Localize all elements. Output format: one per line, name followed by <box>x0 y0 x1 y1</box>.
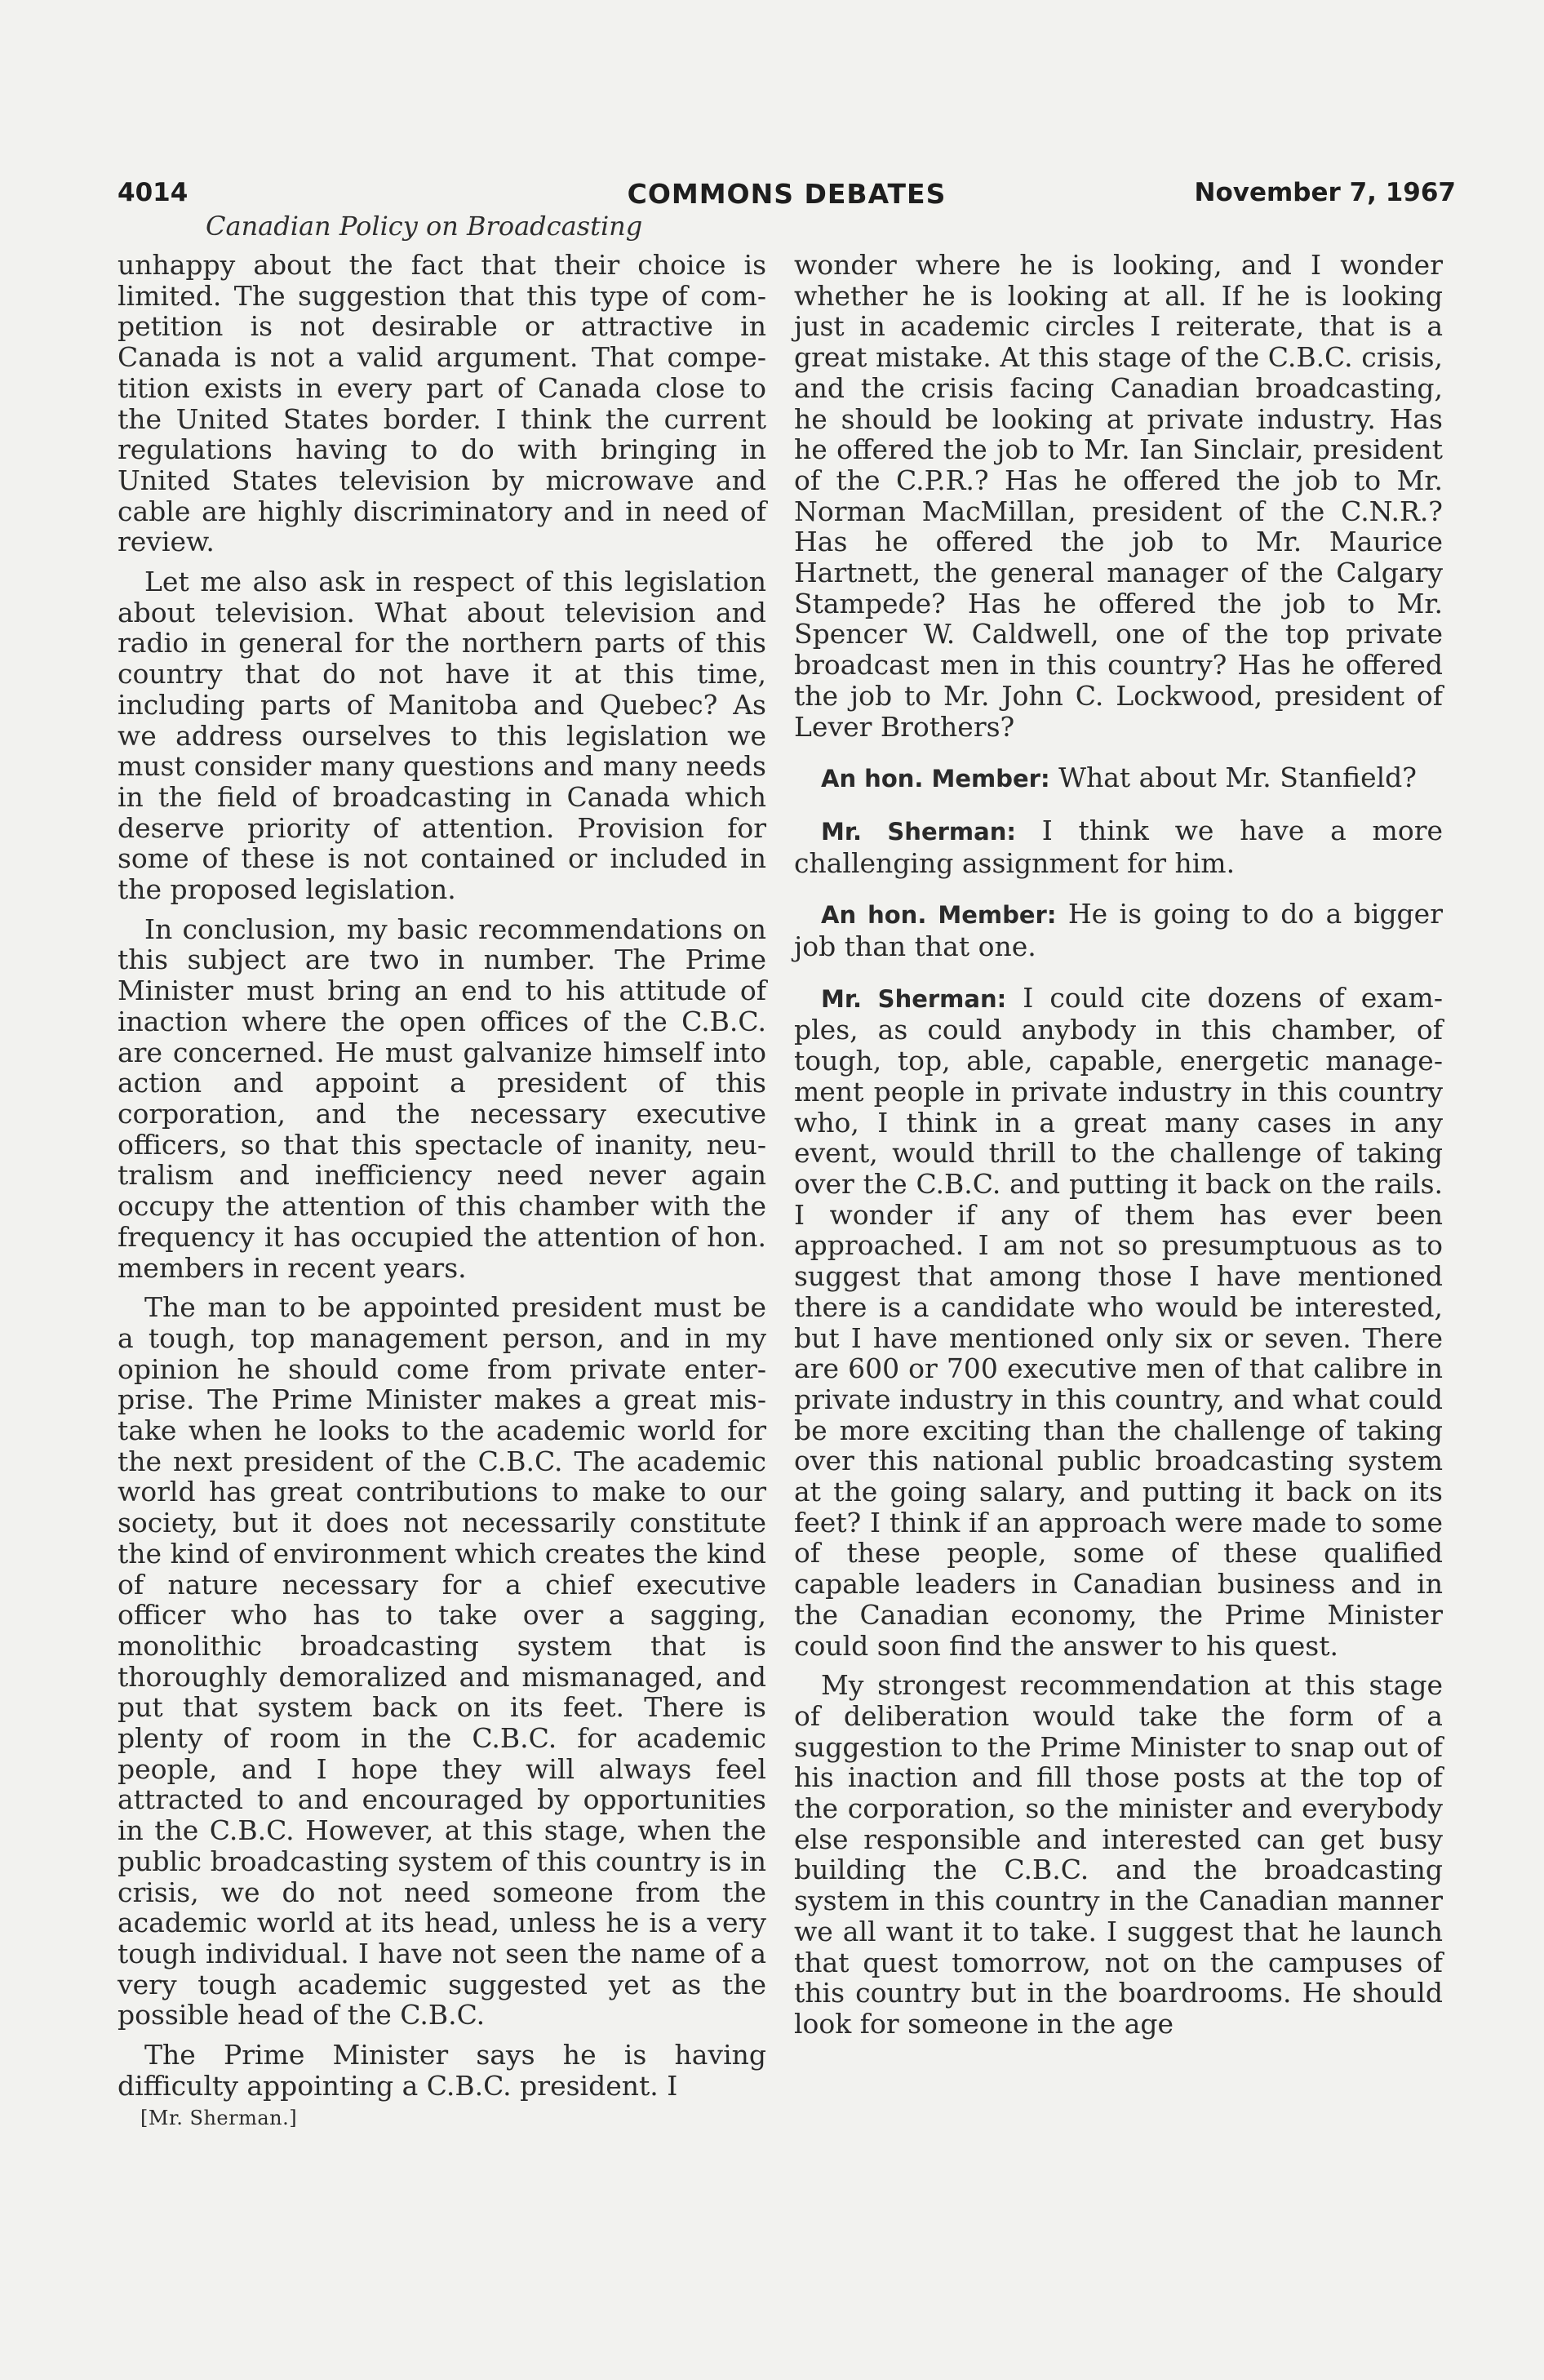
issue-date: November 7, 1967 <box>1194 178 1456 207</box>
journal-title: COMMONS DEBATES <box>627 178 947 210</box>
paragraph: The man to be appointed president must be a tough, top management person, and in my opinion he should come from private enterprise. The Prime Minister makes a great mistake when he looks to the academic world for the next president of the C.B.C. The academic world has great contributions to make to our society, but it does not necessarily constitute the kind of environment which creates the kind of nature necessary for a chief executive officer who has to take over a sagging, monolithic broadcasting system that is thoroughly demoralized and mismanaged, and put that system back on its feet. There is plenty of room in the C.B.C. for academic people, and I hope they will always feel attracted to and encouraged by opportunities in the C.B.C. However, at this stage, when the public broadcasting system of this country is in crisis, we do not need someone from the academic world at its head, unless he is a very tough individual. I have not seen the name of a very tough academic suggested yet as the possible head of the C.B.C. <box>118 1291 766 2031</box>
speech-text: He is going to do a bigger job than that one. <box>794 898 1443 963</box>
page-number: 4014 <box>118 178 189 207</box>
speaker-label: Mr. Sherman: <box>821 817 1016 846</box>
left-column <box>118 250 766 2130</box>
paragraph: Let me also ask in respect of this legislation about television. What about television and radio in general for the northern parts of this country that do not have it at this time, including parts of Manitoba and Quebec? As we address ourselves to this legislation we must consider many questions and many needs in the field of broadcasting in Canada which deserve priority of attention. Provision for some of these is not contained or included in the proposed legislation. <box>118 566 766 906</box>
right-column <box>794 250 1443 2040</box>
speaker-label: An hon. Member: <box>821 765 1050 793</box>
paragraph: wonder where he is looking, and I wonder whether he is looking at all. If he is looking just in academic circles I reiterate, that is a great mistake. At this stage of the C.B.C. crisis, and the crisis facing Canadian broadcasting, he should be looking at private industry. Has he offered the job to Mr. Ian Sinclair, president of the C.P.R.? Has he offered the job to Mr. Norman MacMillan, president of the C.N.R.? Has he offered the job to Mr. Maurice Hartnett, the general manager of the Calgary Stampede? Has he offered the job to Mr. Spencer W. Caldwell, one of the top private broadcast men in this country? Has he offered the job to Mr. John C. Lockwood, president of Lever Brothers? <box>794 249 1443 743</box>
paragraph: unhappy about the fact that their choice is limited. The suggestion that this type of competition is not desirable or attractive in Canada is not a valid argument. That competition exists in every part of Canada close to the United States border. I think the current regulations having to do with bringing in United States television by microwave and cable are highly discriminatory and in need of review. <box>118 249 766 558</box>
paragraph: The Prime Minister says he is having difficulty appointing a C.B.C. president. I <box>118 2039 766 2102</box>
speech-text: What about Mr. Stanfield? <box>1049 762 1417 794</box>
speech-text: I think we have a more challenging assignment for him. <box>794 814 1444 879</box>
speech-text: I could cite dozens of examples, as could anybody in this chamber, of tough, top, able, capable, energetic management people in private industry in this country who, I think in a great many cases in any event, would thrill to the challenge of taking over the C.B.C. and putting it back on the rails. I wonder if any of them has ever been approached. I am not so presumptuous as to suggest that among those I have mentioned there is a candidate who would be interested, but I have mentioned only six or seven. There are 600 or 700 executive men of that calibre in private industry in this country, and what could be more exciting than the challenge of taking over this national public broadcasting system at the going salary, and putting it back on its feet? I think if an approach were made to some of these people, some of these qualified capable leaders in Canadian business and in the Canadian economy, the Prime Minister could soon find the answer to his quest. <box>794 981 1444 1662</box>
speaker-label: Mr. Sherman: <box>821 984 1007 1013</box>
speaker-signature: [Mr. Sherman.] <box>140 2107 298 2130</box>
section-title: Canadian Policy on Broadcasting <box>206 211 643 242</box>
paragraph: My strongest recommendation at this stage of deliberation would take the form of a suggestion to the Prime Minister to snap out of his inaction and fill those posts at the top of the corporation, so the minister and everybody else responsible and interested can get busy building the C.B.C. and the broadcasting system in this country in the Canadian manner we all want it to take. I suggest that he launch that quest tomorrow, not on the campuses of this country but in the boardrooms. He should look for someone in the age <box>794 1669 1443 2040</box>
speech <box>794 815 1443 878</box>
interjection <box>794 762 1443 795</box>
speech <box>794 983 1443 1661</box>
paragraph: In conclusion, my basic recommendations on this subject are two in number. The Prime Minister must bring an end to his attitude of inaction where the open offices of the C.B.C. are concerned. He must galvanize himself into action and appoint a president of this corporation, and the necessary executive officers, so that this spectacle of inanity, neutralism and inefficiency need never again occupy the attention of this chamber with the frequency it has occupied the attention of hon. members in recent years. <box>118 912 766 1284</box>
speaker-label: An hon. Member: <box>821 901 1057 930</box>
running-head <box>118 178 1456 214</box>
interjection <box>794 899 1443 961</box>
